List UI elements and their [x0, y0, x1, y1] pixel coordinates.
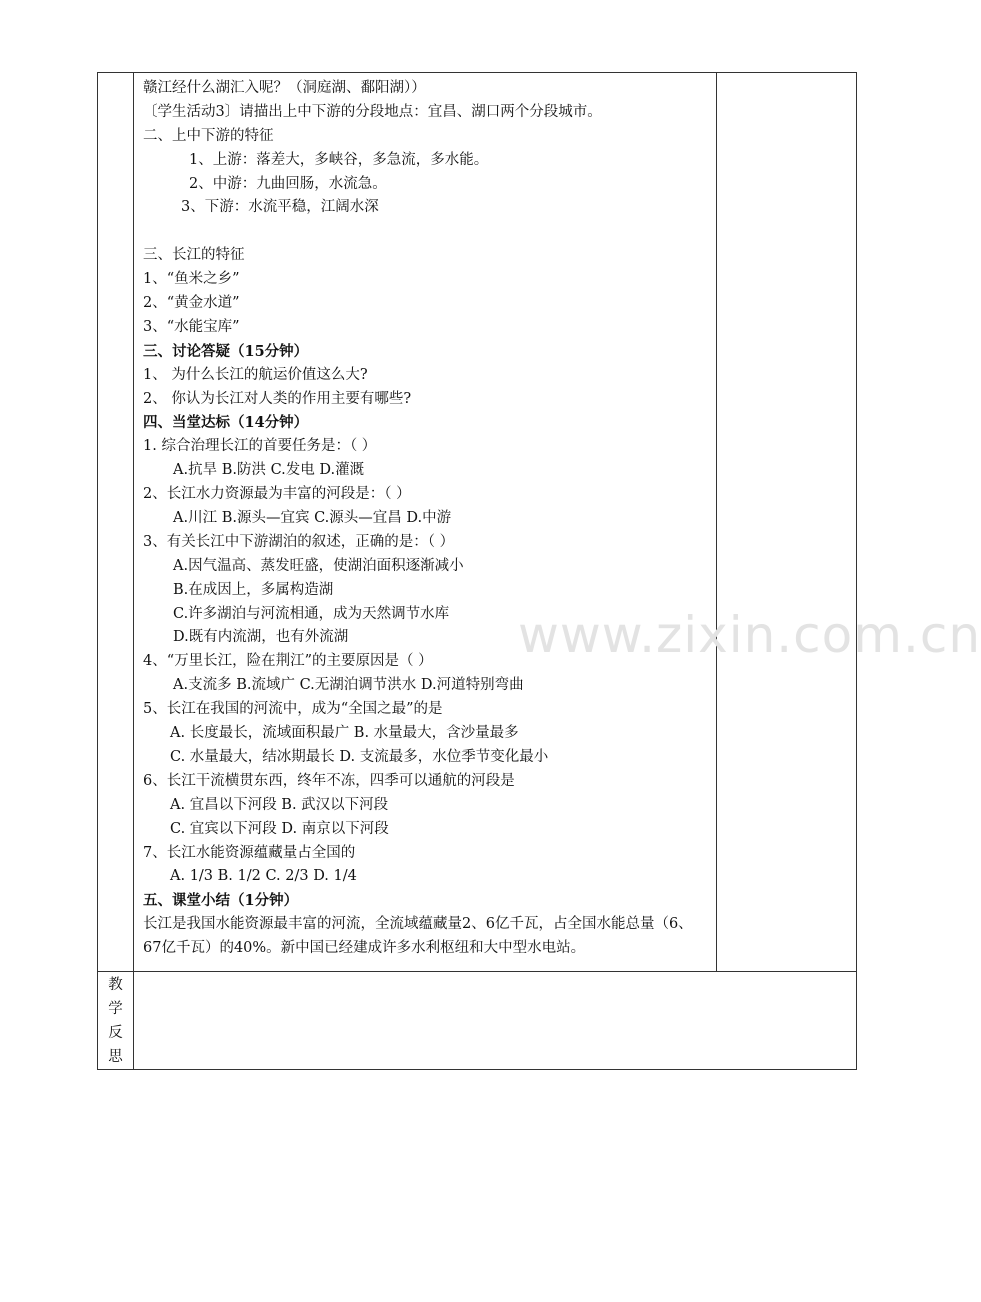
reflection-row [98, 971, 857, 1069]
content-line: 7、长江水能资源蕴藏量占全国的 [143, 844, 356, 861]
lesson-content [134, 73, 716, 971]
content-line: 6、长江干流横贯东西，终年不冻，四季可以通航的河段是 [143, 772, 515, 789]
section-heading: 五、课堂小结（1分钟） [143, 892, 299, 910]
content-line: C. 水量最大，结冰期最长 D. 支流最多，水位季节变化最小 [170, 748, 549, 765]
left-label-cell [98, 73, 134, 972]
content-line: 1、“鱼米之乡” [143, 271, 240, 288]
content-line: 3、有关长江中下游湖泊的叙述，正确的是：（ ） [143, 533, 455, 550]
content-line: A. 1/3 B. 1/2 C. 2/3 D. 1/4 [170, 868, 357, 885]
content-line: C. 宜宾以下河段 D. 南京以下河段 [170, 820, 389, 837]
section-heading: 三、讨论答疑（15分钟） [143, 342, 309, 360]
content-line [143, 220, 708, 244]
content-line: A.抗旱 B.防洪 C.发电 D.灌溉 [173, 462, 365, 479]
content-line: 1、 为什么长江的航运价值这么大? [143, 366, 368, 383]
reflection-label-char: 教 [108, 976, 123, 993]
content-line: 3、下游：水流平稳，江阔水深 [181, 199, 379, 216]
content-line: 二、上中下游的特征 [143, 127, 274, 144]
content-line: A.川江 B.源头—宜宾 C.源头—宜昌 D.中游 [173, 510, 452, 527]
reflection-label-char: 学 [108, 1000, 123, 1017]
watermark: www.zixin.com.cn [518, 606, 981, 664]
content-line: 5、长江在我国的河流中，成为“全国之最”的是 [143, 701, 443, 718]
content-line: 赣江经什么湖汇入呢？（洞庭湖、鄱阳湖）） [143, 80, 426, 96]
content-line: 1. 综合治理长江的首要任务是：（ ） [143, 438, 377, 455]
content-line: A. 宜昌以下河段 B. 武汉以下河段 [170, 796, 389, 813]
reflection-label-char: 思 [108, 1048, 123, 1065]
content-line: 2、“黄金水道” [143, 295, 240, 312]
main-content-cell [134, 73, 717, 972]
reflection-label-char: 反 [108, 1024, 123, 1041]
reflection-content-cell [134, 971, 857, 1069]
content-row [98, 73, 857, 972]
reflection-label [98, 972, 133, 1069]
summary-paragraph: 长江是我国水能资源最丰富的河流，全流域蕴藏量2、6亿千瓦，占全国水能总量（6、67亿千瓦）的40%。新中国已经建成许多水利枢纽和大中型水电站。 [143, 916, 693, 957]
content-line: A.支流多 B.流域广 C.无湖泊调节洪水 D.河道特别弯曲 [173, 677, 524, 694]
content-line: 2、中游：九曲回肠，水流急。 [189, 175, 387, 192]
content-line: 1、上游：落差大，多峡谷，多急流，多水能。 [189, 151, 489, 168]
content-line: 2、 你认为长江对人类的作用主要有哪些? [143, 390, 412, 407]
content-line: D.既有内流湖，也有外流湖 [173, 629, 349, 646]
lesson-plan-table [97, 72, 857, 1070]
content-line: 4、“万里长江，险在荆江”的主要原因是（ ） [143, 653, 433, 670]
reflection-label-cell [98, 971, 134, 1069]
content-line: C.许多湖泊与河流相通，成为天然调节水库 [173, 605, 450, 622]
content-line: 3、“水能宝库” [143, 318, 240, 335]
section-heading: 四、当堂达标（14分钟） [143, 414, 309, 432]
content-line: A. 长度最长，流域面积最广 B. 水量最大，含沙量最多 [170, 725, 519, 742]
content-line: 〔学生活动3〕请描出上中下游的分段地点：宜昌、湖口两个分段城市。 [143, 103, 602, 120]
content-line: B.在成因上，多属构造湖 [173, 581, 334, 598]
content-line: 三、长江的特征 [143, 247, 245, 264]
right-notes-cell [717, 73, 857, 972]
content-line: A.因气温高、蒸发旺盛，使湖泊面积逐渐减小 [173, 557, 464, 574]
content-line: 2、长江水力资源最为丰富的河段是：（ ） [143, 486, 411, 503]
